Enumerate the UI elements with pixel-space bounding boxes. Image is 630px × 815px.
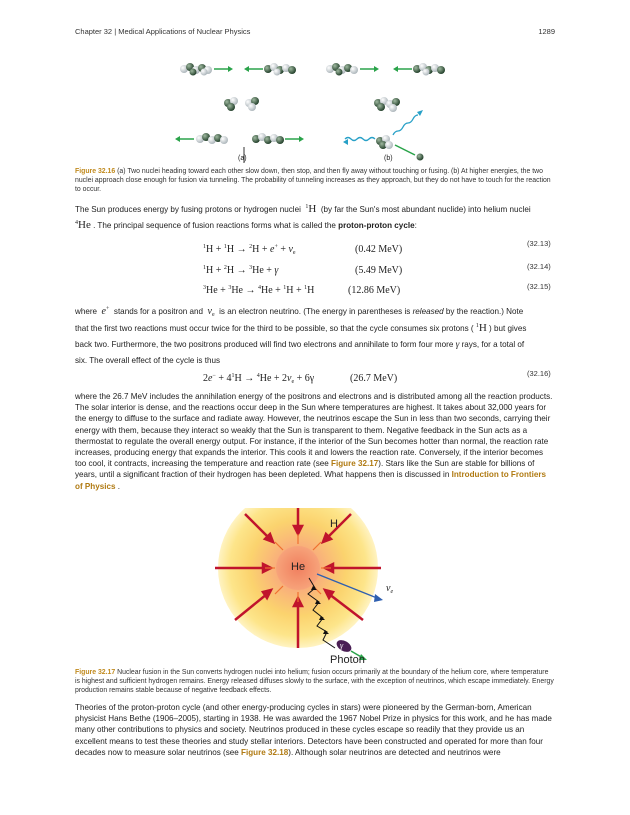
- intro-line-2: [75, 220, 555, 231]
- helium-label: He: [291, 561, 306, 573]
- neutrino-label-symbol: ν: [386, 583, 391, 594]
- fusion-product: [376, 135, 393, 149]
- equation-32-15: $^3$He + $^3$He → $^4$He + $^1$H + $^1$H: [203, 285, 315, 296]
- equation-32-14-number: (32.14): [527, 262, 551, 271]
- intro-text-1: The Sun produces energy by fusing protons or hydrogen nuclei: [75, 205, 301, 214]
- where-text-l2b: ) but gives: [489, 324, 527, 333]
- neutrino-label-subscript: e: [390, 589, 394, 595]
- proton-proton-cycle-term: proton-proton cycle: [338, 221, 415, 230]
- figure-32-17-link[interactable]: Figure 32.17: [331, 459, 379, 469]
- figure-32-17-label: Figure 32.17: [75, 669, 116, 676]
- bethe-paragraph-text-2: ). Although solar neutrinos are detected and neutrinos were: [288, 747, 501, 757]
- equation-32-14: $^1$H + $^2$H → $^3$He + γ: [203, 265, 279, 276]
- released-word: released: [412, 307, 444, 316]
- figure-32-16-label: Figure 32.16: [75, 168, 116, 175]
- intro-text-2: (by far the Sun's most abundant nuclide) into helium nuclei: [320, 205, 531, 214]
- sun-paragraph-text-2: ). Stars like the Sun are stable for billions of years, until a significant fraction of their hydrogen has been depleted. What happens then is discussed in: [75, 459, 535, 480]
- equation-32-16: $2e^- + 4^1H \to ^4He + 2v_e + 6\gamma$: [203, 373, 315, 385]
- photon-label: Photon: [330, 654, 365, 666]
- positron-symbol: e+: [101, 306, 110, 317]
- nucleus-a-left-top: [180, 63, 212, 76]
- neutrino-symbol: $v_e$: [207, 306, 215, 318]
- equation-32-16-number: (32.16): [527, 369, 551, 378]
- nucleus-a-middle: [224, 97, 259, 111]
- page-number: 1289: [538, 27, 555, 36]
- intro-text-4: :: [414, 221, 417, 230]
- nucleus-b-right-top: [413, 63, 445, 76]
- nucleus-a-right-bottom: [252, 133, 284, 144]
- figure-32-17-sun-diagram: [205, 508, 405, 668]
- sun-paragraph: [75, 391, 555, 492]
- where-text-l3a: back two. Furthermore, the two positrons produced will find two electrons and annihilate to form four more: [75, 340, 454, 349]
- bethe-paragraph-text: Theories of the proton-proton cycle (and other energy-producing cycles in stars) were pioneered by the German-born, American physicist Hans Bethe (1906–2005), starting in 1938. He was awarded the 1967 Nobel Prize in physics for this work, and he has made many other contributions to physics and society. Neutrinos produced in these cycles escape so readily that they provide us an excellent means to test these theories and study stellar interiors. Detectors have been constructed and operated for more than four decades now to measure solar neutrinos (see: [75, 703, 552, 757]
- figure-32-16-caption: [75, 167, 555, 195]
- where-text-3b: by the reaction.) Note: [445, 307, 524, 316]
- gamma-symbol: γ: [455, 340, 460, 350]
- intro-line-1: [75, 204, 555, 215]
- sun-paragraph-text: where the 26.7 MeV includes the annihilation energy of the positrons and electrons and is distributed among all the reaction products. The solar interior is dense, and the reactions occur deep in the Sun where temperatures are highest. It takes about 32,000 years for the energy to diffuse to the surface and radiate away. However, the neutrinos escape the Sun in less than two seconds, carrying their energy with them, because they interact so weakly that the Sun is transparent to them. Negative feedback in the Sun acts as a thermostat to regulate the overall energy output. For instance, if the interior of the Sun becomes hotter than normal, the reaction rate increases, producing energy that expands the interior. This cools it and lowers the reaction rate. Conversely, if the interior becomes too cool, it contracts, increasing the temperature and reaction rate (see: [75, 392, 553, 469]
- figure-label-a: (a): [238, 155, 247, 162]
- where-text-3: is an electron neutrino. (The energy in parentheses is: [219, 307, 411, 316]
- where-line-4: six. The overall effect of the cycle is thus: [75, 356, 221, 365]
- equation-32-13-number: (32.13): [527, 239, 551, 248]
- where-line-1: [75, 306, 555, 317]
- figure-32-18-link[interactable]: Figure 32.18: [241, 747, 289, 757]
- photon-packet: [335, 638, 354, 655]
- neutrino-label: [386, 583, 393, 594]
- where-line-2: [75, 323, 555, 334]
- figure-label-b: (b): [384, 155, 393, 162]
- figure-32-16-text: (a) Two nuclei heading toward each other slow down, then stop, and then fly away without touching or fusing. (b) At higher energies, the two nuclei approach close enough for fusion via tunneling. The probability of tunneling increases as they approach, but they do not have to touch for the reaction to occur.: [75, 168, 551, 194]
- nucleus-b-left-top: [326, 63, 358, 76]
- nucleus-a-left-bottom: [196, 133, 228, 144]
- proton-nuclide: $^1$H: [475, 322, 487, 334]
- where-text-1: where: [75, 307, 98, 316]
- where-text-l2a: that the first two reactions must occur twice for the third to be possible, so that the cycle consumes six protons (: [75, 324, 474, 333]
- helium-nuclide: $^4$He: [75, 219, 91, 231]
- intro-text-3: . The principal sequence of fusion reactions forms what is called the: [93, 221, 336, 230]
- equation-32-15-energy: (12.86 MeV): [348, 285, 401, 296]
- where-text-l3b: rays, for a total of: [461, 340, 525, 349]
- figure-32-16-diagram: [170, 55, 460, 170]
- nucleus-b-middle: [374, 97, 400, 112]
- where-line-3: [75, 339, 555, 351]
- gamma-wave-left: [345, 138, 375, 141]
- equation-32-16-energy: (26.7 MeV): [350, 373, 398, 384]
- figure-32-17-caption: [75, 668, 555, 696]
- gamma-wave-right: [393, 115, 418, 135]
- equation-32-15-number: (32.15): [527, 282, 551, 291]
- gamma-label: γ: [340, 641, 344, 650]
- hydrogen-nuclide: $^1$H: [305, 203, 317, 215]
- equation-32-13: $^1H + ^1H \to ^2H + e^+ + v_e$: [203, 244, 296, 256]
- nucleus-a-right-top: [264, 63, 296, 76]
- hydrogen-label: H: [330, 518, 338, 530]
- equation-32-14-energy: (5.49 MeV): [355, 265, 403, 276]
- bethe-paragraph: [75, 702, 555, 758]
- chapter-header: Chapter 32 | Medical Applications of Nuclear Physics: [75, 27, 251, 36]
- figure-32-17-text: Nuclear fusion in the Sun converts hydrogen nuclei into helium; fusion occurs primarily at the boundary of the helium core, where temperature is highest and sufficient hydrogen remains. Energy released diffuses slowly to the surface, with the exception of neutrinos, which escape immediately. Energy production remains stable because of negative feedback effects.: [75, 669, 554, 695]
- frontiers-of-physics-link[interactable]: Introduction to Frontiers of Physics: [75, 470, 547, 491]
- equation-32-13-energy: (0.42 MeV): [355, 244, 403, 255]
- where-text-2: stands for a positron and: [113, 307, 203, 316]
- sun-paragraph-text-3: .: [117, 481, 120, 491]
